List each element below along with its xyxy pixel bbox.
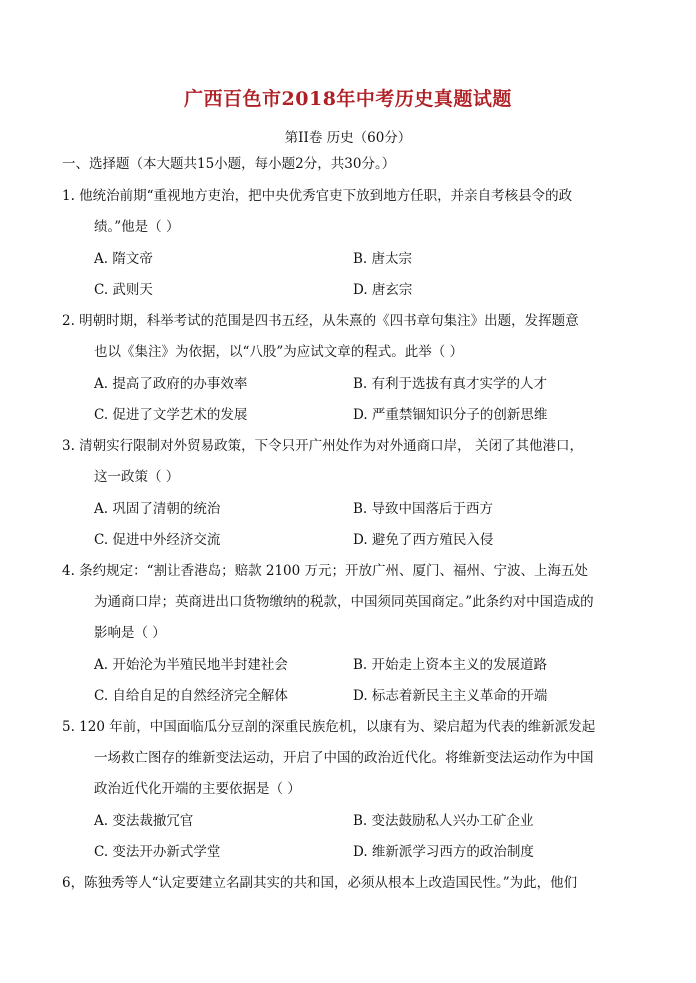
question-5-option-a: A. 变法裁撤冗官 bbox=[94, 813, 194, 829]
section-heading: 一、选择题（本大题共15小题，每小题2分，共30分。） bbox=[62, 156, 396, 172]
question-1-option-d: D. 唐玄宗 bbox=[353, 282, 413, 298]
question-5-option-d: D. 维新派学习西方的政治制度 bbox=[353, 844, 534, 860]
question-6-line-1: 6，陈独秀等人“认定要建立名副其实的共和国，必须从根本上改造国民性。”为此，他们 bbox=[62, 875, 578, 891]
question-5-line-1: 5. 120 年前，中国面临瓜分豆剖的深重民族危机，以康有为、梁启超为代表的维新派发起 bbox=[62, 719, 596, 735]
question-3-option-b: B. 导致中国落后于西方 bbox=[353, 501, 494, 517]
question-1-option-a: A. 隋文帝 bbox=[94, 251, 153, 267]
question-5-line-2: 一场救亡图存的维新变法运动，开启了中国的政治近代化。将维新变法运动作为中国 bbox=[94, 750, 594, 766]
question-1-option-b: B. 唐太宗 bbox=[353, 251, 413, 267]
question-2-option-c: C. 促进了文学艺术的发展 bbox=[94, 407, 248, 423]
question-5-option-b: B. 变法鼓励私人兴办工矿企业 bbox=[353, 813, 534, 829]
question-2-option-b: B. 有利于选拔有真才实学的人才 bbox=[353, 376, 548, 392]
question-2-option-d: D. 严重禁锢知识分子的创新思维 bbox=[353, 407, 548, 423]
question-4-line-1: 4. 条约规定：“割让香港岛；赔款 2100 万元；开放广州、厦门、福州、宁波、上海五处 bbox=[62, 563, 589, 579]
question-4-line-2: 为通商口岸；英商进出口货物缴纳的税款，中国须同英国商定。”此条约对中国造成的 bbox=[94, 594, 594, 610]
question-3-option-d: D. 避免了西方殖民入侵 bbox=[353, 532, 494, 548]
question-3-option-c: C. 促进中外经济交流 bbox=[94, 532, 221, 548]
question-4-option-a: A. 开始沦为半殖民地半封建社会 bbox=[94, 657, 288, 673]
question-1-option-c: C. 武则天 bbox=[94, 282, 153, 298]
question-4-option-d: D. 标志着新民主主义革命的开端 bbox=[353, 688, 548, 704]
question-3-line-2: 这一政策（ ） bbox=[94, 469, 180, 485]
question-2-line-2: 也以《集注》为依据，以“八股”为应试文章的程式。此举（ ） bbox=[94, 344, 464, 360]
question-2-option-a: A. 提高了政府的办事效率 bbox=[94, 376, 248, 392]
question-4-line-3: 影响是（ ） bbox=[94, 625, 166, 641]
question-5-line-3: 政治近代化开端的主要依据是（ ） bbox=[94, 781, 301, 797]
question-1-line-1: 1. 他统治前期“重视地方吏治，把中央优秀官吏下放到地方任职，并亲自考核县令的政 bbox=[62, 188, 573, 204]
question-4-option-c: C. 自给自足的自然经济完全解体 bbox=[94, 688, 288, 704]
page-subtitle: 第II卷 历史（60分） bbox=[284, 130, 412, 146]
question-3-line-1: 3. 清朝实行限制对外贸易政策，下令只开广州处作为对外通商口岸， 关闭了其他港口， bbox=[62, 438, 583, 454]
question-5-option-c: C. 变法开办新式学堂 bbox=[94, 844, 221, 860]
question-4-option-b: B. 开始走上资本主义的发展道路 bbox=[353, 657, 548, 673]
question-1-line-2: 绩。”他是（ ） bbox=[94, 219, 180, 235]
question-3-option-a: A. 巩固了清朝的统治 bbox=[94, 501, 221, 517]
question-2-line-1: 2. 明朝时期，科举考试的范围是四书五经，从朱熹的《四书章句集注》出题，发挥题意 bbox=[62, 313, 579, 329]
page-title: 广西百色市2018年中考历史真题试题 bbox=[184, 88, 512, 110]
